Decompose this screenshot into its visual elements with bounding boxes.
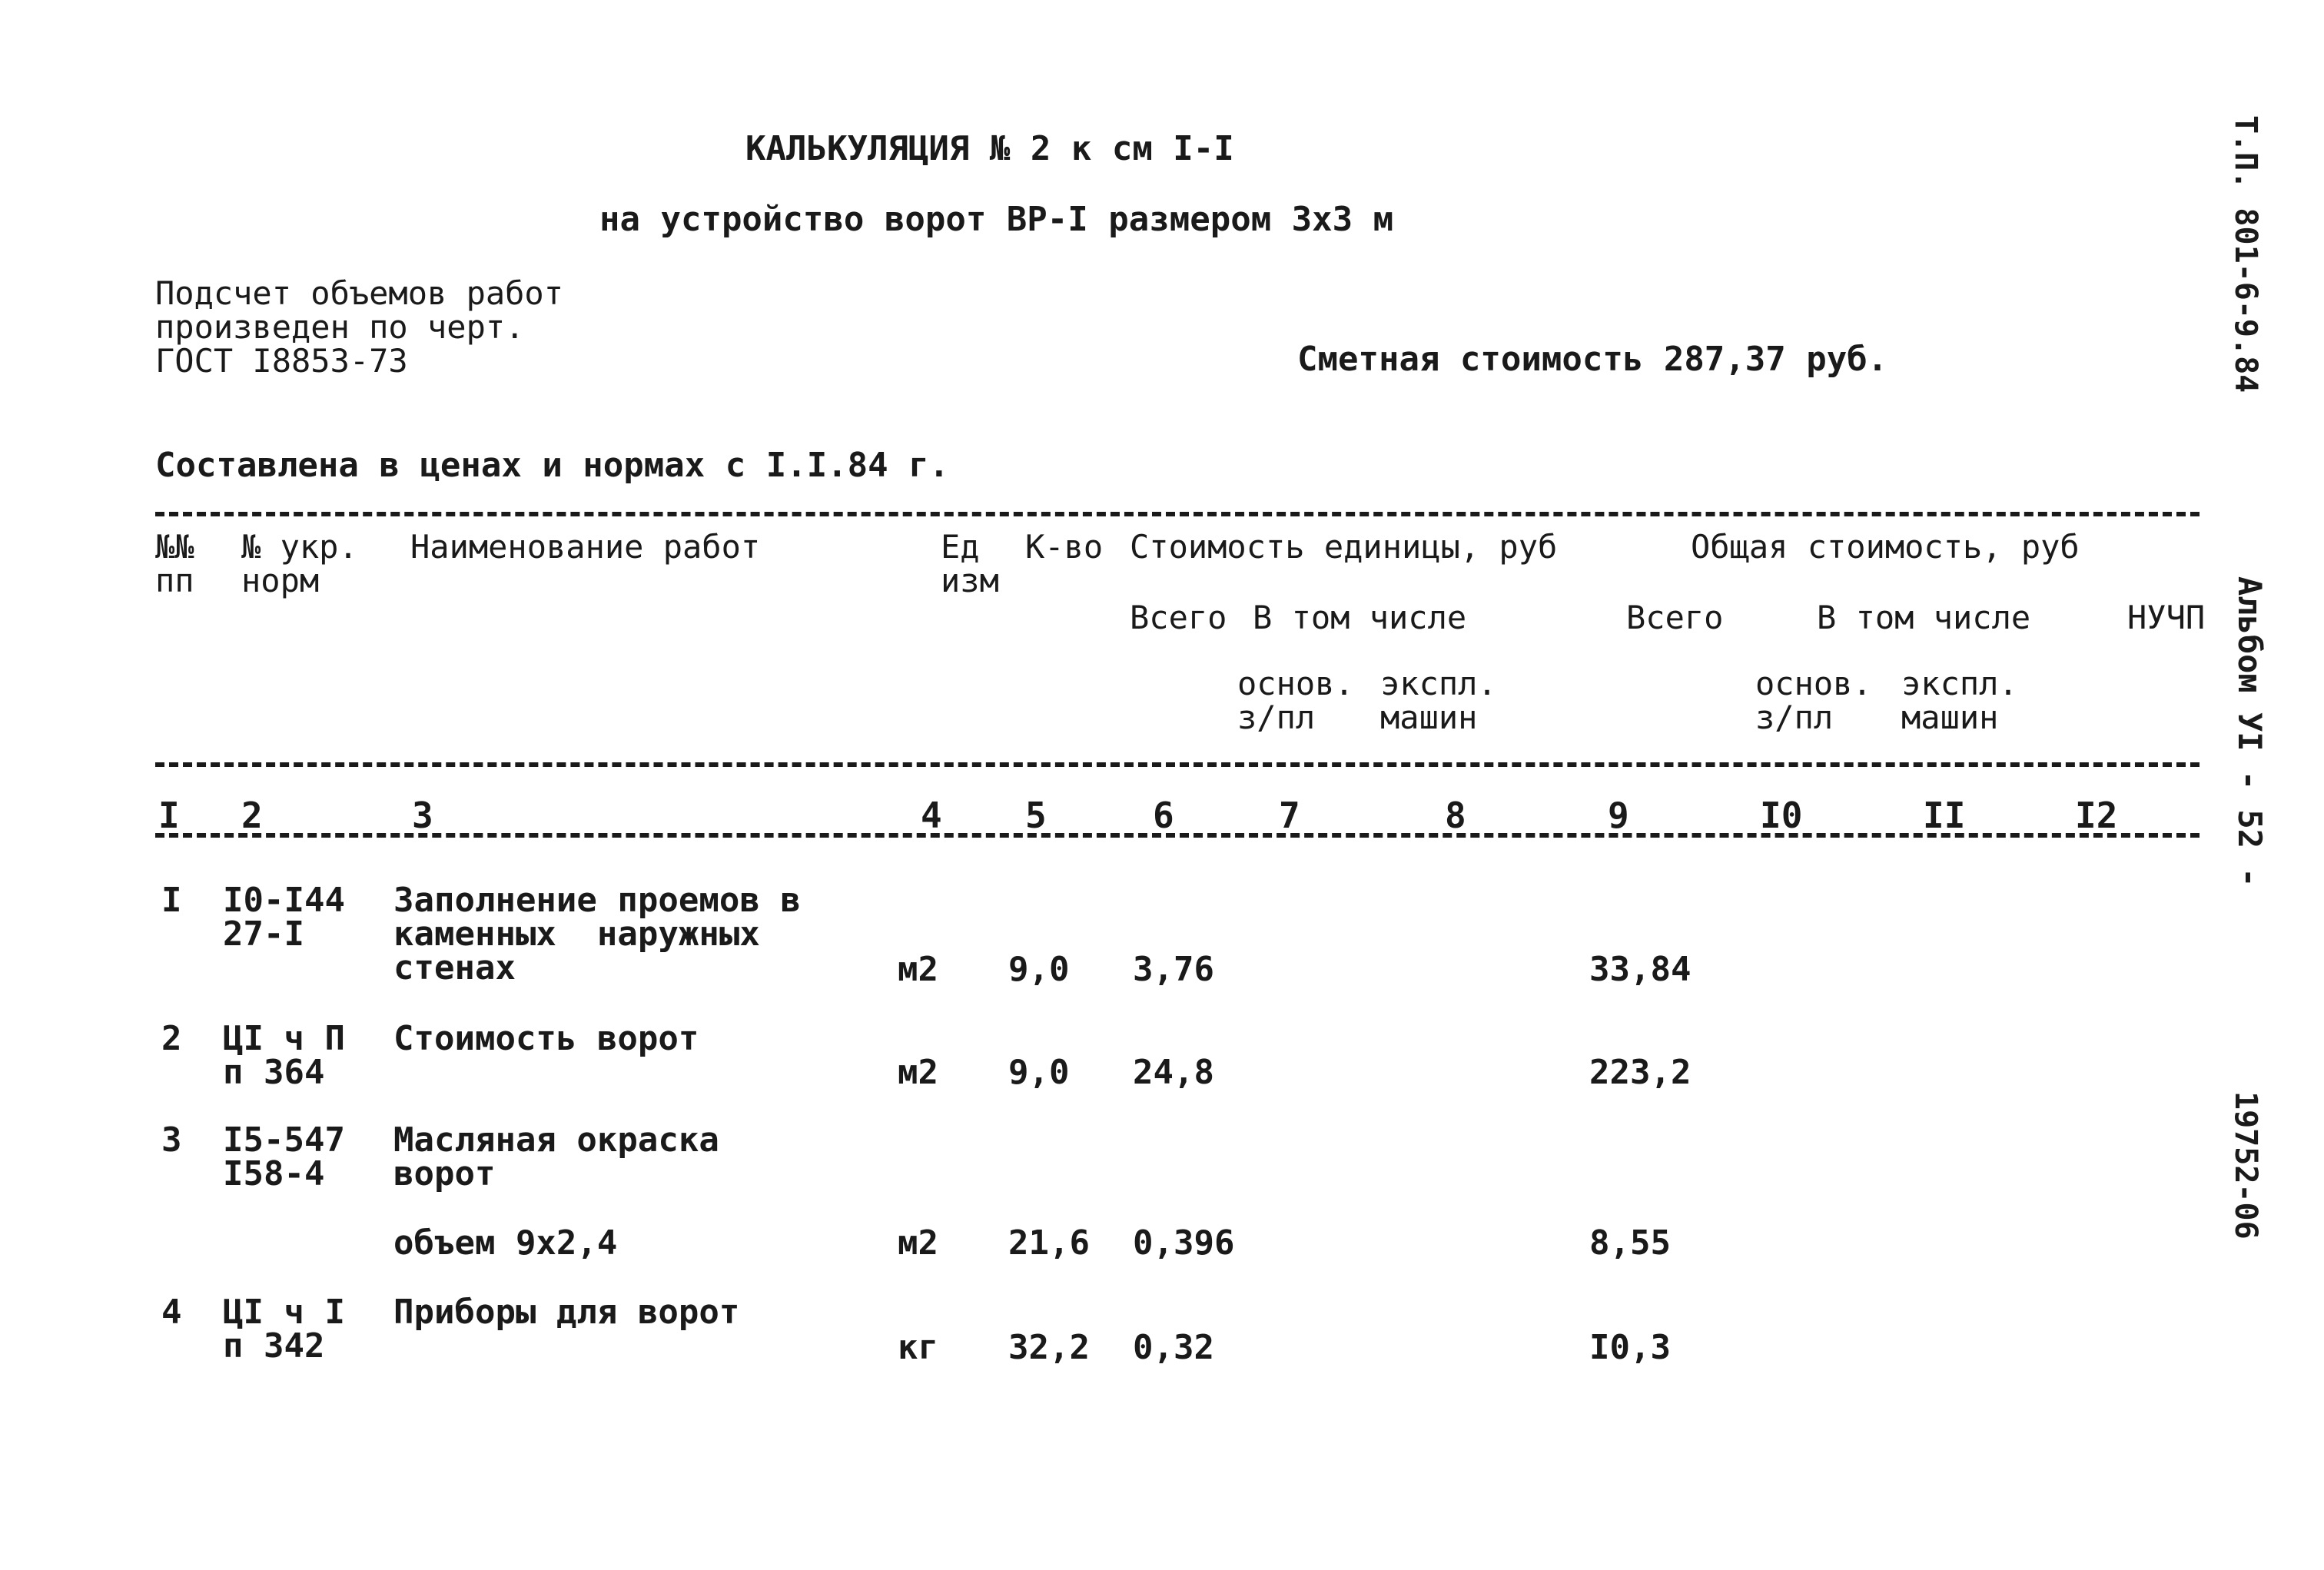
- quantity: 32,2: [1008, 1328, 1090, 1367]
- header-norm-no: № укр. норм: [241, 528, 358, 599]
- column-number: I0: [1760, 795, 1803, 836]
- header-total-total: Всего: [1626, 599, 1724, 636]
- header-row-no: №№ пп: [155, 528, 194, 599]
- row-number: 3: [161, 1120, 182, 1160]
- total-cost: 8,55: [1589, 1223, 1671, 1263]
- header-work-name: Наименование работ: [410, 528, 761, 566]
- unit: кг: [898, 1328, 938, 1367]
- norm-number: ЦI ч I п 342: [223, 1293, 345, 1366]
- quantity: 9,0: [1008, 1053, 1070, 1092]
- column-number: 3: [412, 795, 433, 836]
- header-unit-total: Всего: [1130, 599, 1227, 636]
- inventory-number: 19752-06: [2228, 1091, 2263, 1240]
- unit: м2: [898, 950, 938, 989]
- header-unit-incl: В том числе: [1253, 599, 1467, 636]
- header-quantity: К-во: [1025, 528, 1104, 566]
- total-cost: 33,84: [1589, 950, 1692, 989]
- album-label: Альбом УI - 52 -: [2231, 576, 2269, 888]
- header-unit-cost: Стоимость единицы, руб: [1130, 528, 1558, 566]
- unit-cost: 0,32: [1133, 1328, 1214, 1367]
- header-bottom-rule: [155, 762, 2200, 767]
- column-number: 5: [1025, 795, 1047, 836]
- column-number-rule: [155, 833, 2200, 838]
- column-number: 8: [1445, 795, 1466, 836]
- document-title: КАЛЬКУЛЯЦИЯ № 2 к см I-I: [745, 129, 1234, 168]
- header-total-cost: Общая стоимость, руб: [1691, 528, 2080, 566]
- column-number: II: [1923, 795, 1966, 836]
- quantity: 9,0: [1008, 950, 1070, 989]
- total-cost: 223,2: [1589, 1053, 1692, 1092]
- column-number: 6: [1153, 795, 1174, 836]
- column-number: I: [158, 795, 180, 836]
- header-total-incl: В том числе: [1817, 599, 2031, 636]
- unit-cost: 3,76: [1133, 950, 1214, 989]
- document-subtitle: на устройство ворот ВР-I размером 3х3 м: [599, 200, 1394, 239]
- norm-number: ЦI ч П п 364: [223, 1019, 345, 1092]
- total-cost: I0,3: [1589, 1328, 1671, 1367]
- column-number: 7: [1279, 795, 1300, 836]
- work-name: Стоимость ворот: [393, 1019, 699, 1058]
- unit-cost: 0,396: [1133, 1223, 1235, 1263]
- header-unit-wages: основ. з/пл: [1237, 665, 1354, 736]
- work-name: Приборы для ворот: [393, 1293, 740, 1332]
- quantity: 21,6: [1008, 1223, 1090, 1263]
- table-top-rule: [155, 512, 2200, 516]
- column-number: 9: [1608, 795, 1629, 836]
- work-volume: объем 9х2,4: [393, 1223, 618, 1263]
- column-number: 4: [921, 795, 942, 836]
- header-total-wages: основ. з/пл: [1755, 665, 1872, 736]
- header-nuchp: НУЧП: [2127, 599, 2206, 636]
- unit-cost: 24,8: [1133, 1053, 1214, 1092]
- unit: м2: [898, 1223, 938, 1263]
- row-number: 4: [161, 1293, 182, 1332]
- source-note: Подсчет объемов работ произведен по черт. ГОСТ I8853-73: [155, 274, 564, 380]
- column-number: 2: [241, 795, 263, 836]
- work-name: Заполнение проемов в каменных наружных стенах: [393, 881, 801, 987]
- row-number: 2: [161, 1019, 182, 1058]
- row-number: I: [161, 881, 182, 920]
- prices-note: Составлена в ценах и нормах с I.I.84 г.: [155, 446, 950, 485]
- work-name: Масляная окраска ворот: [393, 1120, 719, 1193]
- header-total-machines: экспл. машин: [1901, 665, 2018, 736]
- header-unit: Ед изм: [941, 528, 999, 599]
- column-number: I2: [2075, 795, 2118, 836]
- norm-number: I5-547 I58-4: [223, 1120, 345, 1193]
- norm-number: I0-I44 27-I: [223, 881, 345, 954]
- header-unit-machines: экспл. машин: [1380, 665, 1497, 736]
- project-code-label: Т.П. 801-6-9.84: [2228, 115, 2263, 393]
- unit: м2: [898, 1053, 938, 1092]
- estimate-cost: Сметная стоимость 287,37 руб.: [1297, 340, 1888, 379]
